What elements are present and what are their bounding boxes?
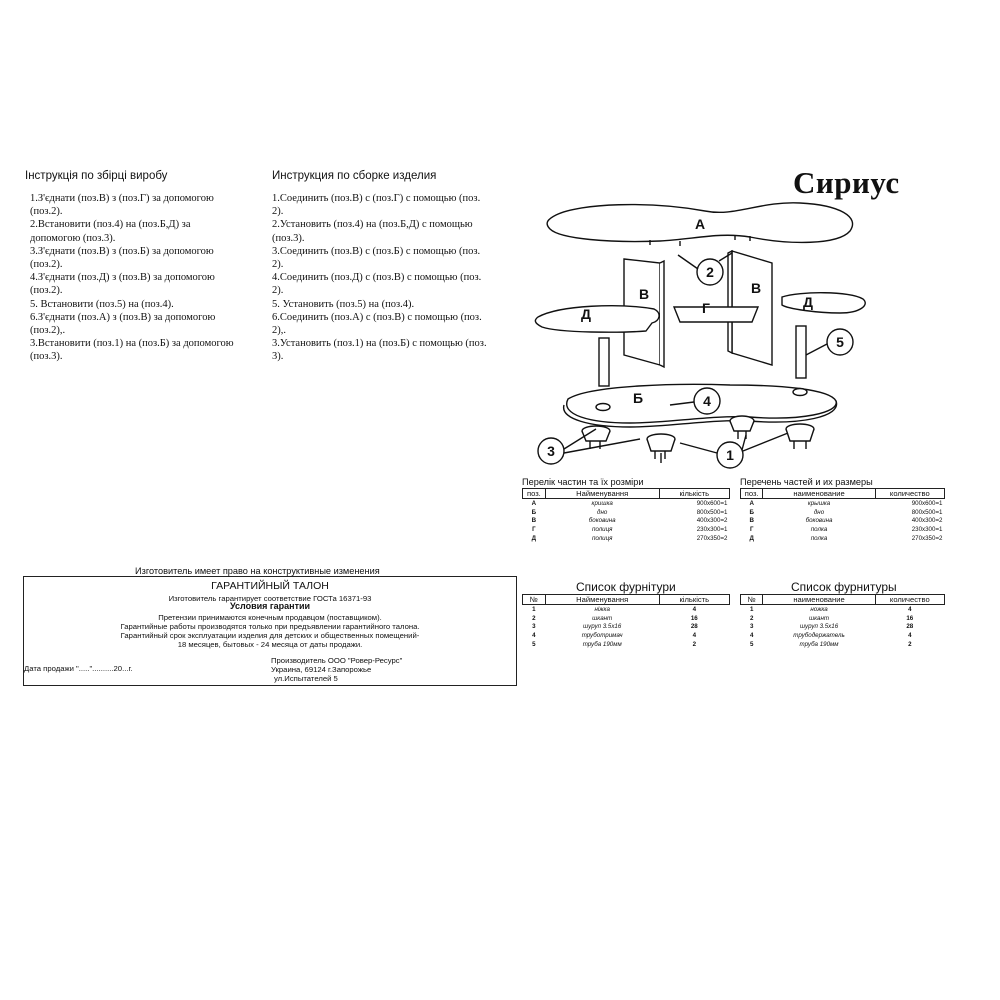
table-cell: 400х300=2 (911, 517, 943, 525)
table-cell: В (531, 517, 537, 525)
table-row (741, 614, 945, 623)
table-cell: 16 (906, 614, 914, 622)
hardware-ua-caption: Список фурнітури (576, 580, 676, 594)
table-header: кількість (659, 595, 729, 605)
table-cell: 4 (908, 631, 912, 639)
callout-3-number: 3 (547, 443, 555, 459)
table-cell: шкант (592, 614, 613, 622)
instruction-line: допомогою (поз.3). (30, 232, 116, 244)
table-cell: боковина (588, 517, 616, 525)
table-cell: 2 (692, 640, 697, 648)
instruction-line: (поз.2). (30, 206, 63, 218)
table-cell: 4 (908, 605, 912, 613)
table-cell: 800х500=1 (696, 508, 728, 516)
table-header: Найменування (545, 595, 659, 605)
table-header: наименование (763, 595, 875, 605)
instruction-line: 1.З'єднати (поз.В) з (поз.Г) за допомогою (30, 193, 214, 204)
instruction-line: 2). (272, 206, 284, 218)
instruction-line: 2),. (272, 325, 286, 337)
table-cell: Б (749, 508, 754, 516)
leg-3 (730, 416, 754, 439)
table-row (523, 631, 730, 640)
manufacturer-street: ул.Испытателей 5 (274, 674, 338, 683)
table-header: кількість (659, 489, 729, 499)
instruction-line: 6.З'єднати (поз.А) з (поз.В) за допомогою (30, 311, 216, 323)
table-cell: дно (597, 508, 608, 516)
table-cell: 28 (906, 623, 914, 631)
sale-date-field: Дата продажи "....."..........20...г. (24, 664, 133, 673)
instruction-line: (поз.2),. (30, 325, 66, 337)
parts-ua-table (522, 488, 730, 542)
hardware-ru-caption: Список фурнитуры (791, 580, 897, 594)
warranty-conditions-title: Условия гарантии (229, 601, 311, 611)
table-cell: 16 (690, 614, 698, 622)
instruction-line: 5. Встановити (поз.5) на (поз.4). (30, 298, 174, 310)
table-row (523, 516, 730, 525)
table-cell: крышка (807, 499, 831, 507)
instructions-ua-heading: Інструкція по збірці виробу (25, 170, 168, 182)
table-row (741, 622, 945, 631)
instruction-line: 4.Соединить (поз.Д) с (поз.В) с помощью (поз. (272, 272, 482, 284)
label-v-right: В (750, 280, 762, 296)
table-cell: кришка (591, 499, 613, 507)
table-cell: шуруп 3.5х16 (799, 623, 839, 631)
table-cell: 4 (692, 631, 697, 639)
table-row (523, 525, 730, 534)
table-cell: полиця (591, 534, 613, 542)
table-cell: 1 (532, 605, 536, 613)
product-title: Сириус (793, 165, 900, 200)
table-row (741, 631, 945, 640)
table-cell: 3 (749, 623, 754, 631)
design-change-notice: Изготовитель имеет право на конструктивные изменения (135, 566, 380, 576)
label-b: Б (632, 390, 644, 406)
table-row (741, 508, 945, 517)
table-cell: труботримач (581, 631, 623, 639)
instruction-line: (поз.2). (30, 285, 63, 297)
table-cell: дно (813, 508, 825, 516)
table-cell: 230х300=1 (696, 525, 728, 533)
instruction-line: (поз.3). (272, 232, 305, 244)
table-header: Найменування (545, 489, 659, 499)
table-header: поз. (523, 489, 546, 499)
instruction-line: 3). (272, 351, 284, 363)
leg-4 (786, 424, 814, 449)
callout-1-number: 1 (726, 447, 734, 463)
table-cell: 4 (749, 631, 754, 639)
instruction-line: 3.Установить (поз.1) на (поз.Б) с помощью (поз. (272, 338, 487, 350)
hardware-ru-table (740, 594, 945, 648)
table-cell: полиця (591, 525, 613, 533)
warranty-line: Гарантийный срок эксплуатации изделия для детских и общественных помещений- (120, 631, 420, 640)
table-cell: полка (810, 525, 828, 533)
table-cell: 230х300=1 (911, 525, 943, 533)
table-cell: 2 (908, 640, 912, 648)
callout-2-number: 2 (706, 264, 714, 280)
warranty-line: Гарантийные работы производятся только при предъявлении гарантийного талона. (120, 622, 420, 631)
table-cell: 5 (749, 640, 754, 648)
instruction-line: 3.Соединить (поз.В) с (поз.Б) с помощью (поз. (272, 245, 481, 257)
table-row (523, 534, 730, 543)
table-cell: ножка (810, 605, 828, 613)
table-header: № (523, 595, 546, 605)
manufacturer-address: Украина, 69124 г.Запорожье (271, 665, 372, 674)
table-cell: 5 (532, 640, 536, 648)
table-header: количество (875, 489, 944, 499)
shelf-d-left (535, 306, 659, 332)
table-row (741, 525, 945, 534)
label-v-left: В (638, 286, 650, 302)
instruction-line: 2). (272, 285, 284, 297)
table-cell: 2 (749, 614, 754, 622)
label-g: Г (702, 300, 710, 316)
pipe-right (796, 326, 806, 378)
table-cell: 270х350=2 (911, 534, 943, 542)
table-cell: шуруп 3.5х16 (583, 623, 622, 631)
table-cell: А (749, 499, 754, 507)
instructions-ru-list (272, 192, 512, 364)
parts-ua-caption: Перелік частин та їх розміри (522, 477, 644, 487)
parts-ru-table (740, 488, 945, 542)
warranty-card (23, 576, 517, 686)
table-row (523, 614, 730, 623)
table-cell: 28 (690, 623, 698, 631)
table-cell: 4 (692, 605, 697, 613)
table-cell: Д (531, 534, 537, 542)
table-cell: 2 (532, 614, 536, 622)
warranty-line: 18 месяцев, бытовых - 24 месяца от даты продажи. (177, 640, 363, 649)
table-row (741, 605, 945, 614)
table-header: количество (875, 595, 944, 605)
table-cell: 900х600=1 (911, 499, 943, 507)
table-cell: 400х300=2 (696, 517, 728, 525)
table-cell: трубодержатель (793, 631, 845, 639)
table-cell: В (749, 517, 754, 525)
table-cell: полка (810, 534, 828, 542)
table-row (741, 516, 945, 525)
leg-2 (647, 434, 675, 463)
table-row (741, 499, 945, 508)
hardware-ua-table (522, 594, 730, 648)
warranty-line: Претензии принимаются конечным продавцом (поставщиком). (158, 613, 382, 622)
table-cell: 270х350=2 (696, 534, 728, 542)
label-d-left: Д (581, 306, 591, 322)
label-d-right: Д (803, 294, 813, 310)
table-cell: труба 190мм (582, 640, 622, 648)
instruction-line: (поз.2). (30, 259, 63, 271)
table-cell: А (531, 499, 537, 507)
table-header: поз. (741, 489, 763, 499)
instruction-line: 3.З'єднати (поз.В) з (поз.Б) за допомогою (30, 245, 214, 257)
label-a: А (694, 216, 706, 232)
table-row (741, 640, 945, 649)
callout-5-number: 5 (836, 334, 844, 350)
table-cell: шкант (809, 614, 830, 622)
table-cell: ніжка (594, 605, 610, 613)
table-cell: 900х600=1 (696, 499, 728, 507)
table-cell: Б (531, 508, 537, 516)
instructions-ru-heading: Инструкция по сборке изделия (272, 170, 437, 182)
warranty-gost: Изготовитель гарантирует соответствие ГОСТа 16371-93 (168, 594, 372, 603)
instruction-line: 2.Установить (поз.4) на (поз.Б,Д) с помощью (272, 219, 473, 231)
table-cell: боковина (805, 517, 833, 525)
table-row (523, 622, 730, 631)
callout-4-number: 4 (703, 393, 711, 409)
table-cell: Д (749, 534, 754, 542)
warranty-title: ГАРАНТИЙНЫЙ ТАЛОН (211, 580, 329, 592)
table-row (523, 605, 730, 614)
table-cell: Г (749, 525, 754, 533)
instruction-line: 3.Встановити (поз.1) на (поз.Б) за допомогою (30, 338, 234, 350)
pipe-left (599, 338, 609, 386)
table-row (523, 640, 730, 649)
assembly-diagram (520, 195, 880, 475)
table-cell: 800х500=1 (911, 508, 943, 516)
table-cell: 1 (749, 605, 754, 613)
table-cell: 4 (532, 631, 536, 639)
instruction-line: 2). (272, 259, 284, 271)
table-row (523, 508, 730, 517)
table-cell: 3 (532, 623, 536, 631)
instructions-ua-list (30, 192, 265, 364)
table-cell: труба 190мм (799, 640, 839, 648)
instruction-line: 5. Установить (поз.5) на (поз.4). (272, 298, 415, 310)
table-row (523, 499, 730, 508)
shelf-g (674, 307, 758, 322)
instruction-line: 1.Соединить (поз.В) с (поз.Г) с помощью (поз. (272, 193, 481, 204)
instruction-line: (поз.3). (30, 351, 63, 363)
instruction-line: 4.З'єднати (поз.Д) з (поз.В) за допомогою (30, 272, 215, 284)
table-cell: Г (532, 525, 536, 533)
shelf-d-right (782, 293, 865, 313)
instruction-line: 2.Встановити (поз.4) на (поз.Б,Д) за (30, 219, 191, 231)
parts-ru-caption: Перечень частей и их размеры (740, 477, 873, 487)
table-row (741, 534, 945, 543)
manufacturer: Производитель ООО "Ровер-Ресурс" (271, 656, 403, 665)
table-header: № (741, 595, 763, 605)
instruction-line: 6.Соединить (поз.А) с (поз.В) с помощью (поз. (272, 311, 482, 323)
table-header: наименование (763, 489, 875, 499)
